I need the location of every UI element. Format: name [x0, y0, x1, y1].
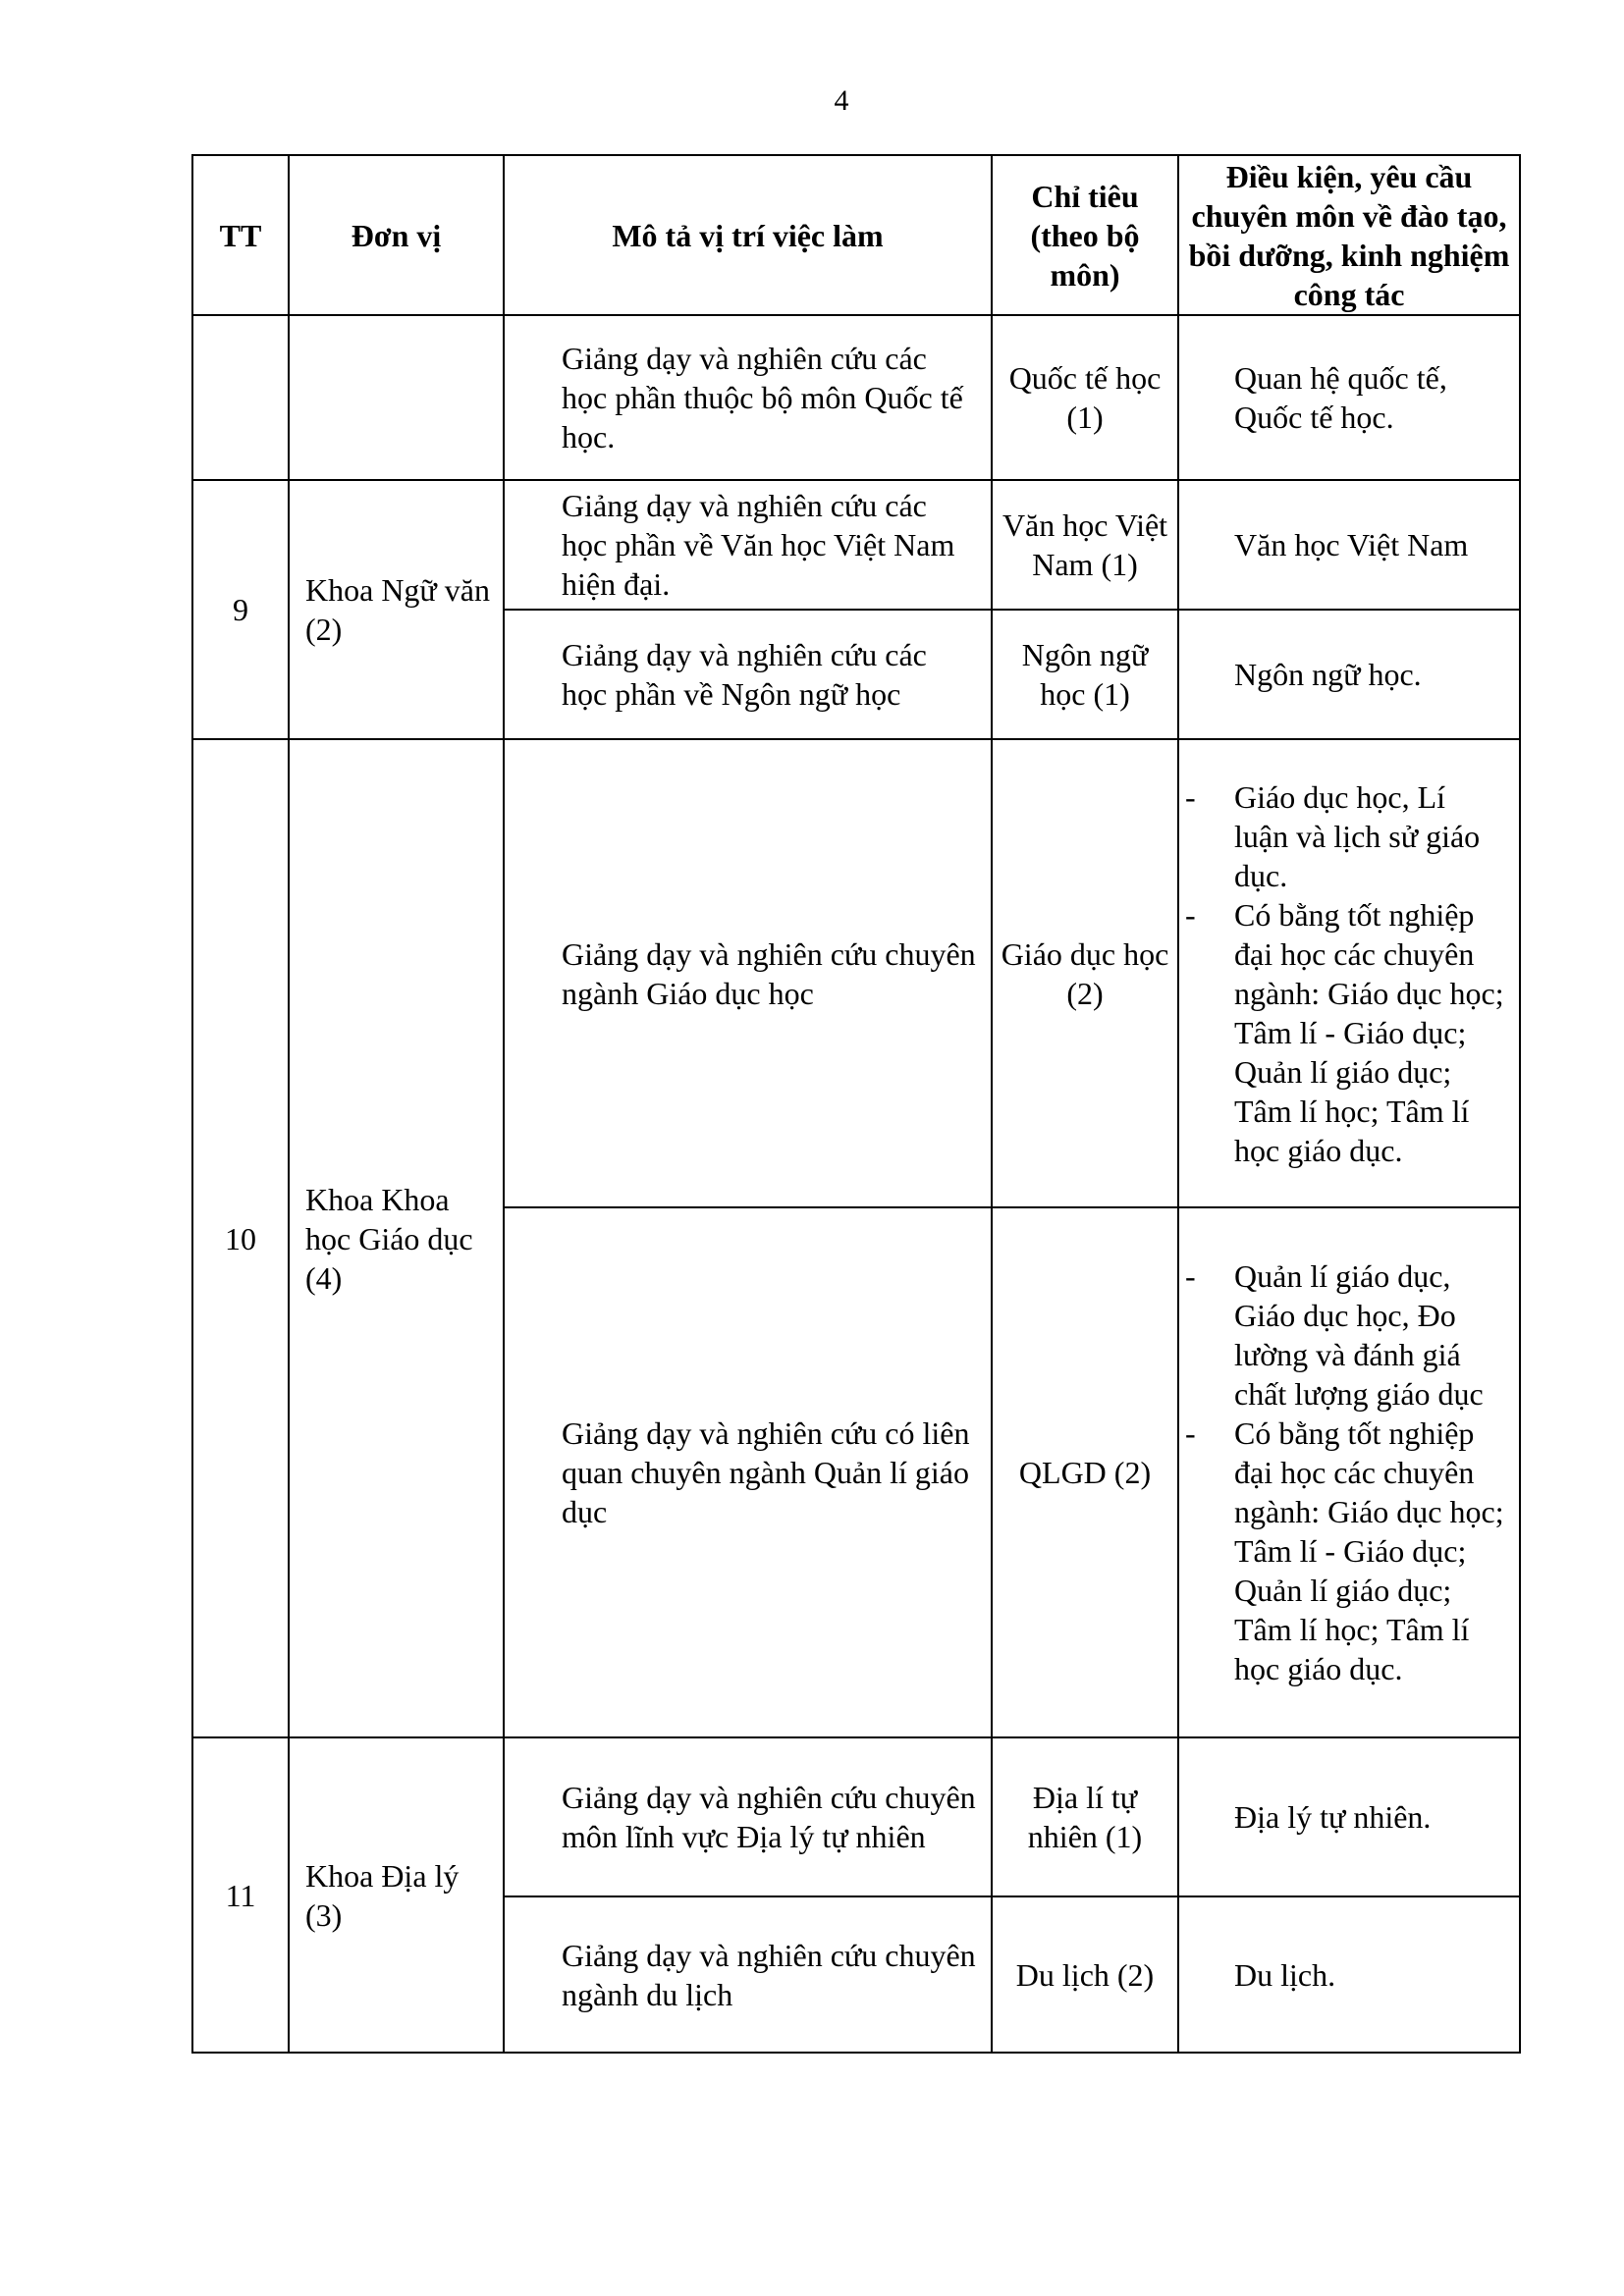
position-cond	[1178, 739, 1520, 1207]
position-desc: Giảng dạy và nghiên cứu các học phần về Văn học Việt Nam hiện đại.	[504, 480, 992, 610]
header-quota: Chỉ tiêu (theo bộ môn)	[992, 155, 1178, 315]
row-unit: Khoa Ngữ văn (2)	[289, 480, 504, 739]
row-tt: 9	[192, 480, 289, 739]
position-cond: Du lịch.	[1178, 1896, 1520, 2053]
table-row	[192, 739, 1520, 1207]
cond-item: - Quản lí giáo dục, Giáo dục học, Đo lường và đánh giá chất lượng giáo dục	[1234, 1256, 1507, 1414]
header-row	[192, 155, 1520, 315]
position-quota: Ngôn ngữ học (1)	[992, 610, 1178, 739]
row-unit	[289, 315, 504, 480]
cond-item: - Giáo dục học, Lí luận và lịch sử giáo dục.	[1234, 777, 1507, 895]
header-cond: Điều kiện, yêu cầu chuyên môn về đào tạo, bồi dưỡng, kinh nghiệm công tác	[1178, 155, 1520, 315]
header-desc: Mô tả vị trí việc làm	[504, 155, 992, 315]
position-quota: Địa lí tự nhiên (1)	[992, 1737, 1178, 1896]
position-cond: Ngôn ngữ học.	[1178, 610, 1520, 739]
position-cond: Văn học Việt Nam	[1178, 480, 1520, 610]
position-desc: Giảng dạy và nghiên cứu chuyên ngành du lịch	[504, 1896, 992, 2053]
recruitment-table	[191, 154, 1521, 2054]
row-unit: Khoa Khoa học Giáo dục (4)	[289, 739, 504, 1737]
position-desc: Giảng dạy và nghiên cứu chuyên ngành Giáo dục học	[504, 739, 992, 1207]
row-tt	[192, 315, 289, 480]
table-row	[192, 1737, 1520, 1896]
position-cond	[1178, 1207, 1520, 1737]
position-desc: Giảng dạy và nghiên cứu chuyên môn lĩnh vực Địa lý tự nhiên	[504, 1737, 992, 1896]
position-quota: Quốc tế học (1)	[992, 315, 1178, 480]
position-cond: Quan hệ quốc tế, Quốc tế học.	[1178, 315, 1520, 480]
cond-item: - Có bằng tốt nghiệp đại học các chuyên ngành: Giáo dục học; Tâm lí - Giáo dục; Quản lí giáo dục; Tâm lí học; Tâm lí học giáo dục.	[1234, 1414, 1507, 1688]
row-tt: 10	[192, 739, 289, 1737]
position-desc: Giảng dạy và nghiên cứu các học phần về Ngôn ngữ học	[504, 610, 992, 739]
page-number: 4	[834, 84, 849, 117]
position-desc: Giảng dạy và nghiên cứu các học phần thuộc bộ môn Quốc tế học.	[504, 315, 992, 480]
position-quota: QLGD (2)	[992, 1207, 1178, 1737]
table-row	[192, 480, 1520, 610]
position-quota: Giáo dục học (2)	[992, 739, 1178, 1207]
position-quota: Văn học Việt Nam (1)	[992, 480, 1178, 610]
table-row	[192, 315, 1520, 480]
cond-item: - Có bằng tốt nghiệp đại học các chuyên ngành: Giáo dục học; Tâm lí - Giáo dục; Quản lí giáo dục; Tâm lí học; Tâm lí học giáo dục.	[1234, 895, 1507, 1170]
position-quota: Du lịch (2)	[992, 1896, 1178, 2053]
header-unit: Đơn vị	[289, 155, 504, 315]
position-desc: Giảng dạy và nghiên cứu có liên quan chuyên ngành Quản lí giáo dục	[504, 1207, 992, 1737]
header-tt: TT	[192, 155, 289, 315]
row-unit: Khoa Địa lý (3)	[289, 1737, 504, 2053]
position-cond: Địa lý tự nhiên.	[1178, 1737, 1520, 1896]
row-tt: 11	[192, 1737, 289, 2053]
